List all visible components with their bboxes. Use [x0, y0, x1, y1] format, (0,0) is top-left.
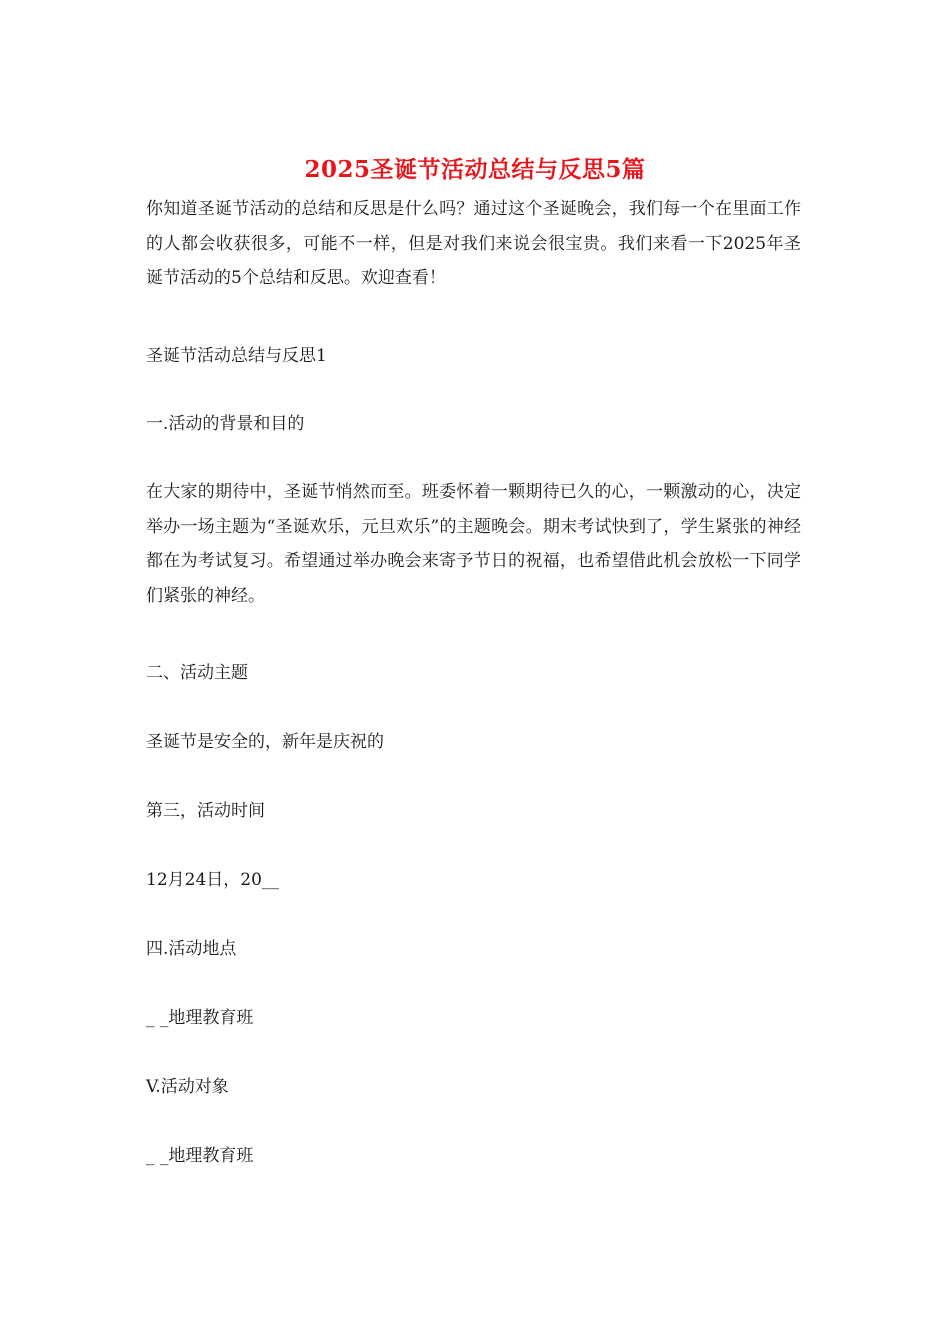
intro-paragraph: 你知道圣诞节活动的总结和反思是什么吗？通过这个圣诞晚会，我们每一个在里面工作的人都会收获很多，可能不一样，但是对我们来说会很宝贵。我们来看一下2025年圣诞节活动的5个总结和反思。欢迎查看！ [146, 199, 801, 288]
item1-heading: 一.活动的背景和目的 [146, 414, 305, 434]
item3-heading: 第三，活动时间 [146, 801, 265, 821]
item3-body: 12月24日，20__ [146, 870, 279, 890]
item2-heading: 二、活动主题 [146, 663, 248, 683]
item2-body: 圣诞节是安全的，新年是庆祝的 [146, 732, 384, 752]
item5-heading: V.活动对象 [146, 1077, 229, 1097]
item5-body: _ _地理教育班 [146, 1146, 254, 1166]
item4-heading: 四.活动地点 [146, 939, 237, 959]
item1-body: 在大家的期待中，圣诞节悄然而至。班委怀着一颗期待已久的心，一颗激动的心，决定举办一场主题为“圣诞欢乐，元旦欢乐”的主题晚会。期末考试快到了，学生紧张的神经都在为考试复习。希望通过举办晚会来寄予节日的祝福，也希望借此机会放松一下同学们紧张的神经。 [146, 482, 801, 606]
section-heading: 圣诞节活动总结与反思1 [146, 346, 327, 366]
item4-body: _ _地理教育班 [146, 1008, 254, 1028]
document-title: 2025圣诞节活动总结与反思5篇 [304, 156, 646, 183]
